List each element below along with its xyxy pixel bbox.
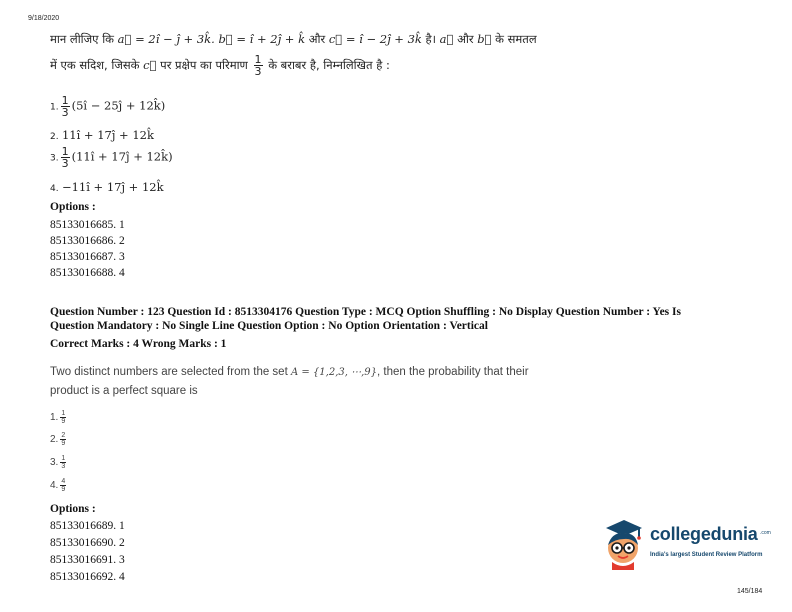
q122-option-code-4: 85133016688. 4 bbox=[50, 267, 125, 279]
choice-expression: (11î + 17ĵ + 12k̂) bbox=[71, 149, 173, 164]
q123-set-def: A = {1,2,3, ⋯,9} bbox=[290, 367, 378, 378]
q123-choice-3 bbox=[50, 455, 68, 470]
q122-line2-end: के बराबर है, निम्नलिखित है : bbox=[268, 58, 390, 72]
q122-is: है। bbox=[425, 32, 437, 46]
fraction-denominator: 3 bbox=[254, 65, 262, 78]
q123-header bbox=[50, 305, 730, 351]
choice-index: 2. bbox=[50, 434, 59, 446]
q122-line1-prefix: मान लीजिए कि bbox=[50, 32, 115, 46]
q122-option-code-1: 85133016685. 1 bbox=[50, 219, 125, 231]
fraction-numerator: 1 bbox=[61, 94, 69, 107]
q123-text-line2: product is a perfect square is bbox=[50, 385, 198, 397]
q123-choice-1 bbox=[50, 410, 68, 425]
choice-fraction bbox=[60, 432, 66, 447]
choice-index: 4. bbox=[50, 480, 59, 492]
choice-index: 4. bbox=[50, 184, 59, 194]
q123-text-line1 bbox=[50, 366, 529, 378]
collegedunia-mascot-icon bbox=[600, 518, 646, 570]
choice-index: 1. bbox=[50, 102, 59, 113]
choice-index: 3. bbox=[50, 457, 59, 469]
q122-options-label: Options : bbox=[50, 201, 96, 213]
page-number: 145/184 bbox=[737, 588, 763, 595]
fraction-denominator: 3 bbox=[61, 157, 69, 170]
fraction-denominator: 9 bbox=[61, 418, 66, 425]
fraction-denominator: 9 bbox=[61, 486, 66, 493]
q122-line1-end: के समतल bbox=[495, 32, 537, 46]
q123-options-label: Options : bbox=[50, 503, 96, 515]
q123-option-code-4: 85133016692. 4 bbox=[50, 571, 125, 583]
print-date: 9/18/2020 bbox=[28, 15, 60, 22]
q123-choice-4 bbox=[50, 478, 68, 493]
choice-fraction bbox=[60, 455, 66, 470]
q123-header-line2: Question Mandatory : No Single Line Question Option : No Option Orientation : Vertical bbox=[50, 320, 488, 332]
q122-choice-1 bbox=[50, 95, 165, 118]
fraction-numerator: 4 bbox=[61, 478, 66, 485]
q122-line2-mid: पर प्रक्षेप का परिमाण bbox=[160, 58, 248, 72]
q122-vector-c-def: c⃗ = î − 2ĵ + 3k̂ bbox=[328, 32, 422, 46]
fraction-denominator: 9 bbox=[61, 440, 66, 447]
choice-expression: −11î + 17ĵ + 12k̂ bbox=[61, 180, 164, 194]
q122-choice-4 bbox=[50, 180, 164, 194]
fraction-numerator: 1 bbox=[61, 455, 66, 462]
q123-option-code-2: 85133016690. 2 bbox=[50, 537, 125, 549]
q123-option-code-1: 85133016689. 1 bbox=[50, 520, 125, 532]
q122-vector-a-def: a⃗ = 2î − ĵ + 3k̂. bbox=[117, 32, 215, 46]
q123-header-line1: Question Number : 123 Question Id : 8513304176 Question Type : MCQ Option Shuffling : No Display Question Number : Yes Is bbox=[50, 306, 681, 318]
fraction-numerator: 1 bbox=[254, 53, 262, 66]
q122-option-code-2: 85133016686. 2 bbox=[50, 235, 125, 247]
q122-choice-2 bbox=[50, 128, 154, 142]
q122-and-1: और bbox=[308, 32, 326, 46]
choice-index: 3. bbox=[50, 153, 59, 164]
collegedunia-brand-name: collegedunia bbox=[650, 524, 758, 544]
choice-index: 1. bbox=[50, 412, 59, 424]
fraction-numerator: 1 bbox=[61, 145, 69, 158]
q123-text-b: , then the probability that their bbox=[377, 366, 529, 378]
choice-fraction bbox=[61, 95, 70, 118]
q122-text-line2 bbox=[50, 54, 390, 77]
q122-choice-3 bbox=[50, 146, 173, 169]
q122-line2-prefix: में एक सदिश, जिसके bbox=[50, 58, 140, 72]
q122-vector-c: c⃗ bbox=[143, 58, 157, 72]
q122-option-code-3: 85133016687. 3 bbox=[50, 251, 125, 263]
fraction-denominator: 3 bbox=[61, 106, 69, 119]
choice-index: 2. bbox=[50, 132, 59, 142]
q122-vector-b-def: b⃗ = î + 2ĵ + k̂ bbox=[218, 32, 306, 46]
choice-fraction bbox=[61, 146, 70, 169]
q122-vector-a: a⃗ bbox=[439, 32, 454, 46]
q122-fraction bbox=[254, 54, 263, 77]
q122-text-line1 bbox=[50, 32, 537, 47]
q123-marks: Correct Marks : 4 Wrong Marks : 1 bbox=[50, 338, 227, 350]
q123-option-code-3: 85133016691. 3 bbox=[50, 554, 125, 566]
choice-fraction bbox=[60, 410, 66, 425]
collegedunia-brand-suffix: .com bbox=[760, 530, 771, 536]
choice-expression: 11î + 17ĵ + 12k̂ bbox=[61, 128, 154, 142]
q123-choice-2 bbox=[50, 432, 68, 447]
choice-fraction bbox=[60, 478, 66, 493]
q122-and-2: और bbox=[457, 32, 474, 46]
choice-expression: (5î − 25ĵ + 12k̂) bbox=[71, 98, 166, 113]
collegedunia-tagline: India's largest Student Review Platform bbox=[650, 552, 763, 558]
fraction-numerator: 2 bbox=[61, 432, 66, 439]
q123-text-a: Two distinct numbers are selected from the set bbox=[50, 366, 288, 378]
q122-vector-b: b⃗ bbox=[477, 32, 492, 46]
fraction-denominator: 3 bbox=[61, 463, 66, 470]
fraction-numerator: 1 bbox=[61, 410, 66, 417]
